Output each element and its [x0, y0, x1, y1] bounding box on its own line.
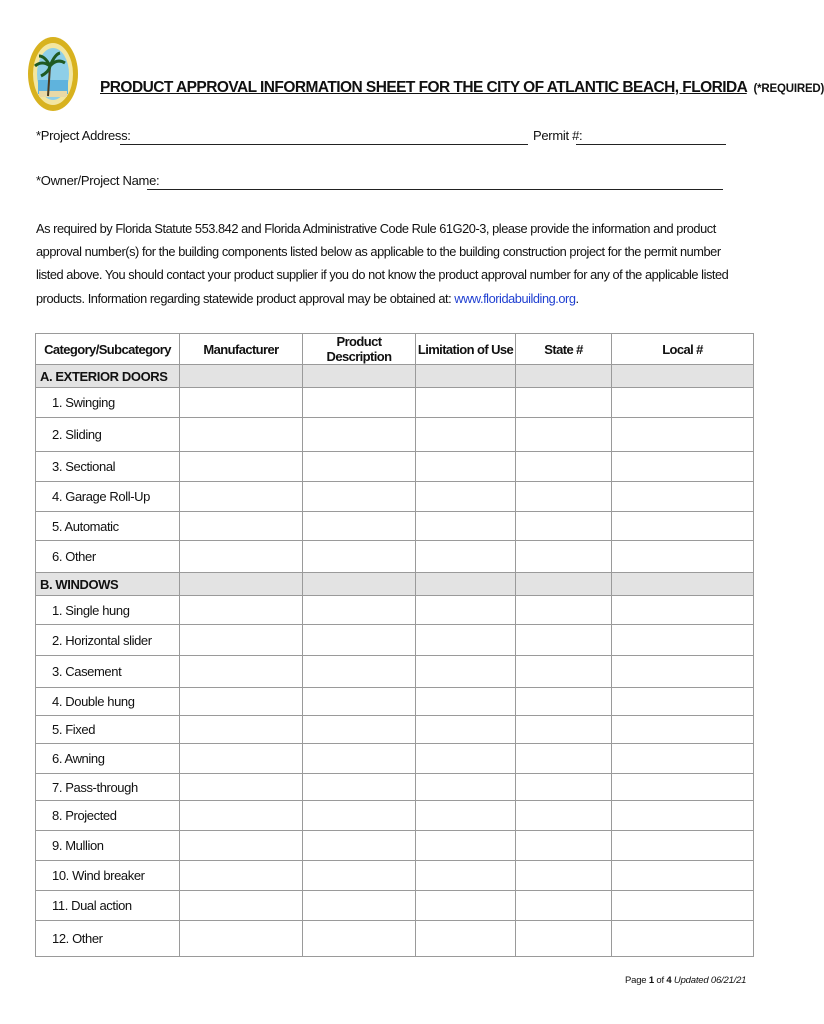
cell[interactable]: [516, 774, 612, 801]
row-label: 3. Sectional: [36, 452, 180, 482]
row-label: 10. Wind breaker: [36, 861, 180, 891]
table-row: [36, 921, 754, 957]
row-label: 5. Fixed: [36, 716, 180, 744]
cell[interactable]: [180, 452, 303, 482]
cell[interactable]: [416, 831, 516, 861]
cell[interactable]: [180, 656, 303, 688]
cell[interactable]: [612, 656, 754, 688]
table-row: [36, 774, 754, 801]
cell[interactable]: [303, 831, 416, 861]
table-row: [36, 831, 754, 861]
cell[interactable]: [416, 625, 516, 656]
cell[interactable]: [180, 482, 303, 512]
cell[interactable]: [180, 596, 303, 625]
cell[interactable]: [416, 861, 516, 891]
cell[interactable]: [612, 831, 754, 861]
cell[interactable]: [516, 744, 612, 774]
cell[interactable]: [612, 541, 754, 573]
header-state-number: State #: [516, 334, 612, 365]
cell[interactable]: [516, 482, 612, 512]
cell[interactable]: [180, 921, 303, 957]
cell[interactable]: [303, 688, 416, 716]
header-manufacturer: Manufacturer: [180, 334, 303, 365]
row-label: 4. Double hung: [36, 688, 180, 716]
table-row: [36, 452, 754, 482]
cell[interactable]: [416, 452, 516, 482]
cell[interactable]: [416, 388, 516, 418]
cell[interactable]: [612, 861, 754, 891]
cell[interactable]: [416, 418, 516, 452]
section-row: [36, 365, 754, 388]
cell[interactable]: [180, 861, 303, 891]
cell[interactable]: [180, 418, 303, 452]
instructions-paragraph: As required by Florida Statute 553.842 and Florida Administrative Code Rule 61G20-3, please provide the information and product approval number(s) for the building components listed below as applicable to the building construction project for the permit number listed above. You should contact your product supplier if you do not know the product approval number for any of the applicable listed products. Information regarding statewide product approval may be obtained at: www.floridabuilding.org.: [36, 221, 729, 306]
table-row: [36, 656, 754, 688]
cell[interactable]: [303, 596, 416, 625]
project-address-label: *Project Address:: [36, 128, 131, 143]
floridabuilding-link[interactable]: www.floridabuilding.org: [454, 290, 576, 306]
row-label: 2. Sliding: [36, 418, 180, 452]
cell[interactable]: [516, 418, 612, 452]
cell[interactable]: [612, 891, 754, 921]
section-title: B. WINDOWS: [36, 573, 180, 596]
cell[interactable]: [516, 541, 612, 573]
cell[interactable]: [303, 861, 416, 891]
cell[interactable]: [416, 921, 516, 957]
cell[interactable]: [612, 418, 754, 452]
table-row: [36, 541, 754, 573]
updated-date: Updated 06/21/21: [673, 975, 747, 986]
row-label: 6. Awning: [36, 744, 180, 774]
table-row: [36, 716, 754, 744]
cell[interactable]: [612, 512, 754, 541]
cell[interactable]: [180, 716, 303, 744]
row-label: 5. Automatic: [36, 512, 180, 541]
header-product-description: Product Description: [303, 334, 416, 365]
row-label: 1. Swinging: [36, 388, 180, 418]
row-label: 9. Mullion: [36, 831, 180, 861]
cell[interactable]: [516, 891, 612, 921]
row-label: 7. Pass-through: [36, 774, 180, 801]
cell[interactable]: [612, 596, 754, 625]
cell[interactable]: [416, 482, 516, 512]
row-label: 3. Casement: [36, 656, 180, 688]
owner-project-name-field[interactable]: [147, 189, 723, 190]
cell[interactable]: [416, 541, 516, 573]
page-total: 4: [666, 975, 672, 986]
cell[interactable]: [612, 801, 754, 831]
cell[interactable]: [180, 831, 303, 861]
cell[interactable]: [180, 512, 303, 541]
table-row: [36, 418, 754, 452]
table-row: [36, 801, 754, 831]
row-label: 12. Other: [36, 921, 180, 957]
cell[interactable]: [303, 388, 416, 418]
table-row: [36, 861, 754, 891]
cell[interactable]: [516, 831, 612, 861]
cell[interactable]: [303, 452, 416, 482]
row-label: 2. Horizontal slider: [36, 625, 180, 656]
section-row: [36, 573, 754, 596]
cell[interactable]: [303, 716, 416, 744]
permit-label: Permit #:: [533, 128, 583, 143]
city-seal-logo: [27, 36, 79, 112]
cell[interactable]: [180, 625, 303, 656]
cell[interactable]: [303, 801, 416, 831]
header-category: Category/Subcategory: [36, 334, 180, 365]
row-label: 4. Garage Roll-Up: [36, 482, 180, 512]
cell[interactable]: [516, 801, 612, 831]
cell[interactable]: [516, 596, 612, 625]
cell[interactable]: [612, 774, 754, 801]
cell[interactable]: [612, 388, 754, 418]
row-label: 11. Dual action: [36, 891, 180, 921]
cell[interactable]: [516, 625, 612, 656]
cell[interactable]: [416, 744, 516, 774]
cell[interactable]: [180, 541, 303, 573]
cell[interactable]: [416, 801, 516, 831]
cell[interactable]: [516, 656, 612, 688]
table-row: [36, 891, 754, 921]
cell[interactable]: [416, 596, 516, 625]
cell[interactable]: [516, 388, 612, 418]
row-label: 6. Other: [36, 541, 180, 573]
row-label: 8. Projected: [36, 801, 180, 831]
title-required-note: (*REQUIRED): [753, 83, 824, 95]
table-header-row: [36, 334, 754, 365]
table-row: [36, 482, 754, 512]
table-row: [36, 596, 754, 625]
cell[interactable]: [303, 921, 416, 957]
permit-number-field[interactable]: [576, 144, 726, 145]
cell[interactable]: [516, 861, 612, 891]
cell[interactable]: [303, 512, 416, 541]
cell[interactable]: [303, 541, 416, 573]
page-footer: Page 1 of 4 Updated 06/21/21: [625, 975, 747, 986]
cell[interactable]: [303, 656, 416, 688]
cell[interactable]: [180, 774, 303, 801]
cell[interactable]: [180, 801, 303, 831]
cell[interactable]: [416, 774, 516, 801]
owner-project-name-label: *Owner/Project Name:: [36, 173, 160, 188]
page-number: 1: [648, 975, 654, 986]
cell[interactable]: [516, 921, 612, 957]
cell[interactable]: [416, 716, 516, 744]
cell[interactable]: [416, 688, 516, 716]
cell[interactable]: [612, 921, 754, 957]
cell[interactable]: [416, 656, 516, 688]
header-local-number: Local #: [612, 334, 754, 365]
cell[interactable]: [612, 625, 754, 656]
cell[interactable]: [612, 744, 754, 774]
product-approval-table: [35, 333, 754, 957]
cell[interactable]: [303, 482, 416, 512]
cell[interactable]: [180, 744, 303, 774]
cell[interactable]: [612, 688, 754, 716]
cell[interactable]: [516, 716, 612, 744]
table-row: [36, 388, 754, 418]
cell[interactable]: [516, 452, 612, 482]
project-address-field[interactable]: [120, 144, 528, 145]
page-title: [100, 79, 824, 97]
cell[interactable]: [612, 452, 754, 482]
cell[interactable]: [303, 625, 416, 656]
cell[interactable]: [416, 891, 516, 921]
cell[interactable]: [516, 688, 612, 716]
cell[interactable]: [303, 891, 416, 921]
title-main: PRODUCT APPROVAL INFORMATION SHEET FOR THE CITY OF ATLANTIC BEACH, FLORIDA: [100, 79, 747, 96]
header-limitation-of-use: Limitation of Use: [416, 334, 516, 365]
cell[interactable]: [303, 418, 416, 452]
table-row: [36, 744, 754, 774]
cell[interactable]: [180, 688, 303, 716]
cell[interactable]: [180, 891, 303, 921]
cell[interactable]: [303, 774, 416, 801]
cell[interactable]: [416, 512, 516, 541]
cell[interactable]: [180, 388, 303, 418]
row-label: 1. Single hung: [36, 596, 180, 625]
section-title: A. EXTERIOR DOORS: [36, 365, 180, 388]
cell[interactable]: [516, 512, 612, 541]
cell[interactable]: [612, 482, 754, 512]
cell[interactable]: [612, 716, 754, 744]
table-row: [36, 625, 754, 656]
table-row: [36, 512, 754, 541]
table-row: [36, 688, 754, 716]
cell[interactable]: [303, 744, 416, 774]
